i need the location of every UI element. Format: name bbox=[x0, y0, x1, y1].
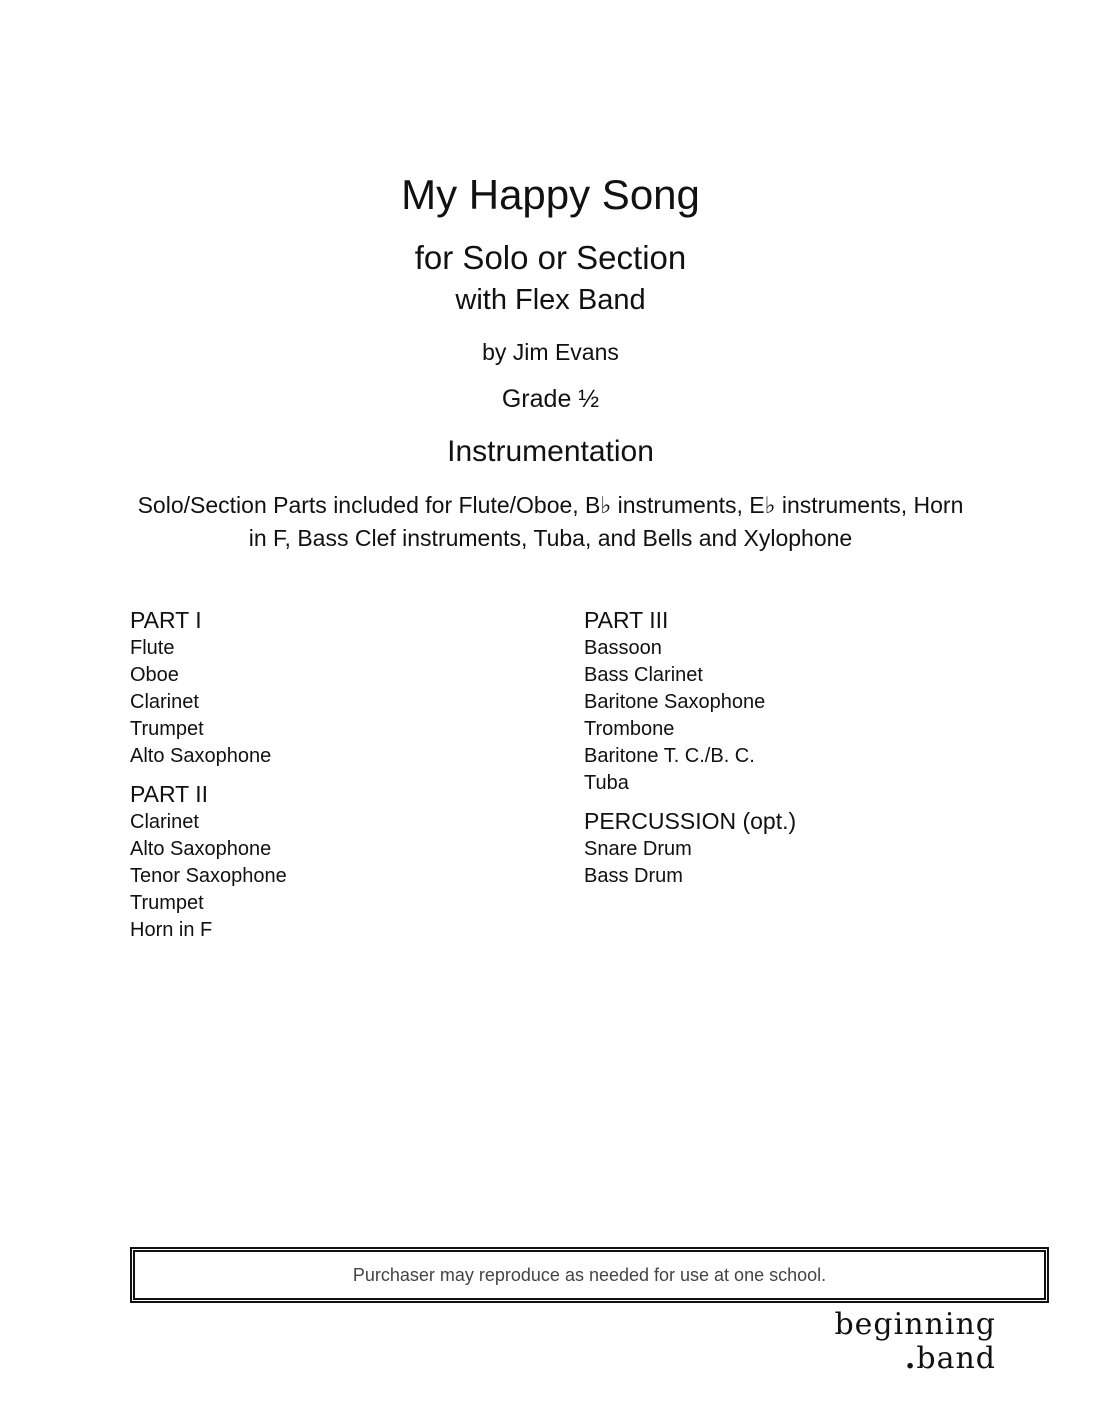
instrument-item: Bass Clarinet bbox=[584, 664, 703, 686]
instrument-item: Baritone T. C./B. C. bbox=[584, 745, 755, 767]
score-title: My Happy Song bbox=[401, 171, 700, 218]
instrument-item: Flute bbox=[130, 637, 175, 659]
part-heading: PART II bbox=[130, 781, 208, 807]
logo-line-band bbox=[834, 1342, 996, 1376]
part-group-1 bbox=[130, 605, 550, 770]
instrumentation-note-line-1: Solo/Section Parts included for Flute/Oboe, B♭ instruments, E♭ instruments, Horn bbox=[137, 492, 964, 518]
logo-word-band: band bbox=[916, 1341, 996, 1376]
instrument-item: Tuba bbox=[584, 772, 629, 794]
reproduction-notice-box bbox=[130, 1247, 1049, 1303]
instrument-item: Horn in F bbox=[130, 919, 213, 941]
instrument-item: Snare Drum bbox=[584, 838, 692, 860]
part-heading: PART I bbox=[130, 607, 202, 633]
grade-level: Grade ½ bbox=[501, 385, 600, 413]
instrument-item: Alto Saxophone bbox=[130, 838, 272, 860]
instrument-item: Trombone bbox=[584, 718, 675, 740]
instrument-list bbox=[584, 836, 1004, 890]
instrument-item: Bassoon bbox=[584, 637, 662, 659]
instrumentation-note bbox=[120, 489, 981, 555]
instrument-item: Bass Drum bbox=[584, 865, 683, 887]
parts-column-left bbox=[130, 605, 550, 944]
instrument-list bbox=[584, 635, 1004, 797]
reproduction-notice: Purchaser may reproduce as needed for use at one school. bbox=[352, 1264, 827, 1285]
composer-byline: by Jim Evans bbox=[482, 339, 619, 365]
part-group-2 bbox=[130, 779, 550, 944]
part-group-percussion bbox=[584, 806, 1004, 890]
part-heading: PERCUSSION (opt.) bbox=[584, 808, 797, 834]
instrument-item: Trumpet bbox=[130, 892, 204, 914]
instrument-item: Clarinet bbox=[130, 811, 199, 833]
parts-column-right bbox=[584, 605, 1004, 890]
instrumentation-note-line-2: in F, Bass Clef instruments, Tuba, and Bells and Xylophone bbox=[248, 525, 853, 551]
subtitle-flex-band: with Flex Band bbox=[455, 284, 646, 316]
instrument-list bbox=[130, 809, 550, 944]
part-group-3 bbox=[584, 605, 1004, 797]
logo-dot: . bbox=[904, 1341, 917, 1376]
part-heading: PART III bbox=[584, 607, 669, 633]
instrument-item: Trumpet bbox=[130, 718, 204, 740]
logo-line-beginning: beginning bbox=[834, 1307, 996, 1342]
instrumentation-heading: Instrumentation bbox=[447, 435, 654, 468]
publisher-logo bbox=[834, 1308, 996, 1376]
instrument-item: Alto Saxophone bbox=[130, 745, 272, 767]
instrument-item: Oboe bbox=[130, 664, 179, 686]
instrument-item: Tenor Saxophone bbox=[130, 865, 287, 887]
instrument-item: Baritone Saxophone bbox=[584, 691, 766, 713]
instrument-list bbox=[130, 635, 550, 770]
instrument-item: Clarinet bbox=[130, 691, 199, 713]
subtitle-solo-section: for Solo or Section bbox=[414, 239, 687, 276]
